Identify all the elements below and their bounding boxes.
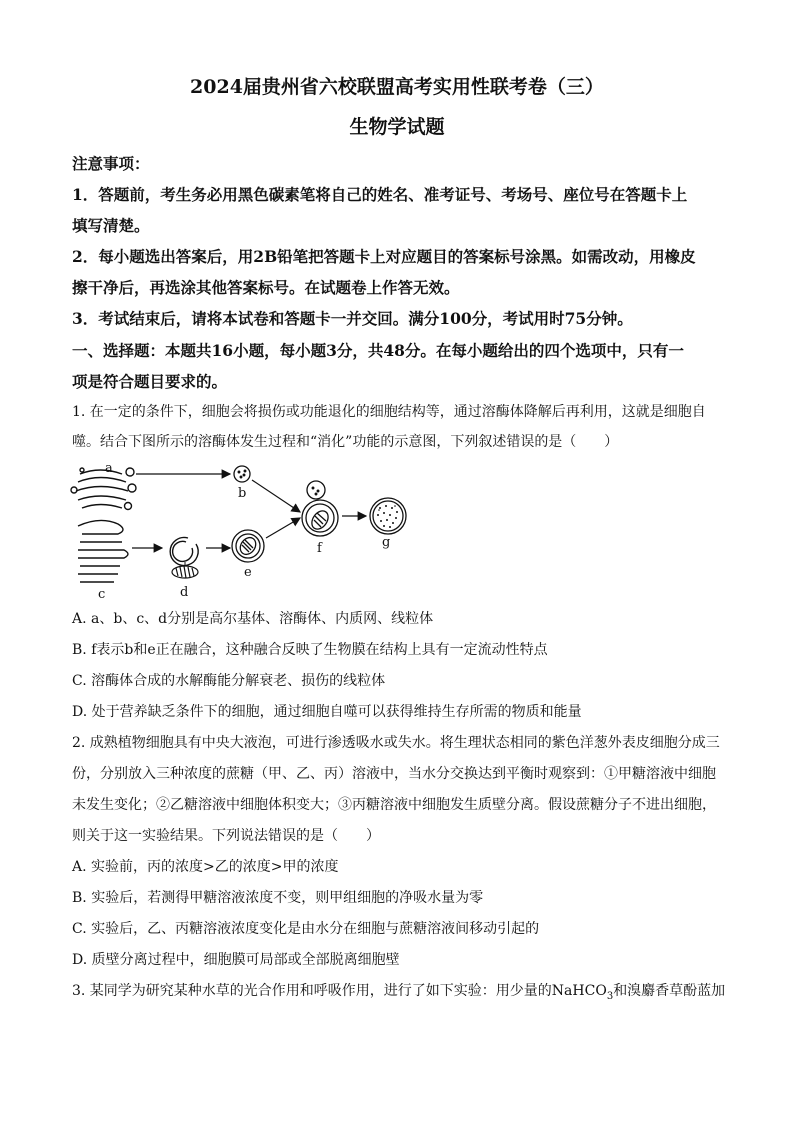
- fusion-structure-f: [302, 481, 338, 536]
- q1-figure-lysosome-diagram: [70, 460, 410, 600]
- notice-item-1-line-2: 填写清楚。: [72, 216, 150, 235]
- q2-stem-line-1: 2. 成熟植物细胞具有中央大液泡，可进行渗透吸水或失水。将生理状态相同的紫色洋葱外表皮细胞分成三: [72, 735, 720, 751]
- q1-option-b: B. f表示b和e正在融合，这种融合反映了生物膜在结构上具有一定流动性特点: [72, 642, 548, 658]
- q2-option-a: A. 实验前，丙的浓度>乙的浓度>甲的浓度: [72, 859, 339, 875]
- q2-option-d: D. 质壁分离过程中，细胞膜可局部或全部脱离细胞壁: [72, 952, 400, 968]
- label-f: f: [317, 541, 322, 556]
- lysosome-b: [234, 466, 250, 482]
- notice-item-2-line-1: 2．每小题选出答案后，用2B铅笔把答题卡上对应题目的答案标号涂黑。如需改动，用橡皮: [72, 247, 696, 266]
- q3-stem-text-a: 3. 某同学为研究某种水草的光合作用和呼吸作用，进行了如下实验：用少量的NaHCO: [72, 983, 607, 999]
- degradation-dots: [377, 505, 398, 528]
- q2-stem-line-3: 未发生变化；②乙糖溶液中细胞体积变大；③丙糖溶液中细胞发生质壁分离。假设蔗糖分子不进出细胞，: [72, 797, 716, 813]
- q3-stem-line-1: [72, 980, 725, 1002]
- q3-stem-text-b: 和溴麝香草酚蓝加: [613, 983, 726, 999]
- q2-stem-line-4: 则关于这一实验结果。下列说法错误的是（ ）: [72, 828, 380, 844]
- label-e: e: [244, 565, 252, 580]
- exam-subtitle: 生物学试题: [349, 116, 445, 138]
- notice-item-3: 3．考试结束后，请将本试卷和答题卡一并交回。满分100分，考试用时75分钟。: [72, 309, 633, 328]
- label-d: d: [180, 585, 189, 600]
- endoplasmic-reticulum-c: [78, 520, 128, 582]
- forming-autophagosome: [170, 537, 198, 565]
- mitochondrion-d: [172, 566, 198, 578]
- exam-title: 2024届贵州省六校联盟高考实用性联考卷（三）: [190, 76, 604, 98]
- q2-option-b: B. 实验后，若测得甲糖溶液浓度不变，则甲组细胞的净吸水量为零: [72, 890, 484, 906]
- golgi-apparatus-a: [71, 468, 136, 510]
- section-heading-line-1: 一、选择题：本题共16小题，每小题3分，共48分。在每小题给出的四个选项中，只有一: [72, 341, 684, 360]
- label-g: g: [382, 535, 391, 550]
- label-b: b: [238, 486, 247, 501]
- q1-stem-line-2: 噬。结合下图所示的溶酶体发生过程和“消化”功能的示意图，下列叙述错误的是（ ）: [72, 434, 619, 450]
- section-heading-line-2: 项是符合题目要求的。: [72, 372, 228, 391]
- q2-stem-line-2: 份，分别放入三种浓度的蔗糖（甲、乙、丙）溶液中，当水分交换达到平衡时观察到：①甲糖溶液中细胞: [72, 766, 716, 782]
- q1-option-c: C. 溶酶体合成的水解酶能分解衰老、损伤的线粒体: [72, 673, 386, 689]
- label-c: c: [98, 587, 106, 600]
- notice-item-2-line-2: 擦干净后，再选涂其他答案标号。在试题卷上作答无效。: [72, 278, 460, 297]
- notice-heading: 注意事项：: [72, 154, 150, 173]
- q3-subscript: 3: [606, 990, 614, 1002]
- q1-option-d: D. 处于营养缺乏条件下的细胞，通过细胞自噬可以获得维持生存所需的物质和能量: [72, 704, 582, 720]
- degraded-residual-body-g: [370, 498, 406, 534]
- q1-option-a: A. a、b、c、d分别是高尔基体、溶酶体、内质网、线粒体: [72, 611, 434, 627]
- q1-stem-line-1: 1. 在一定的条件下，细胞会将损伤或功能退化的细胞结构等，通过溶酶体降解后再利用，这就是细胞自: [72, 404, 706, 420]
- autophagosome-e: [232, 530, 264, 562]
- label-a: a: [105, 461, 113, 476]
- q2-option-c: C. 实验后，乙、丙糖溶液浓度变化是由水分在细胞与蔗糖溶液间移动引起的: [72, 921, 540, 937]
- notice-item-1-line-1: 1．答题前，考生务必用黑色碳素笔将自己的姓名、准考证号、考场号、座位号在答题卡上: [72, 185, 688, 204]
